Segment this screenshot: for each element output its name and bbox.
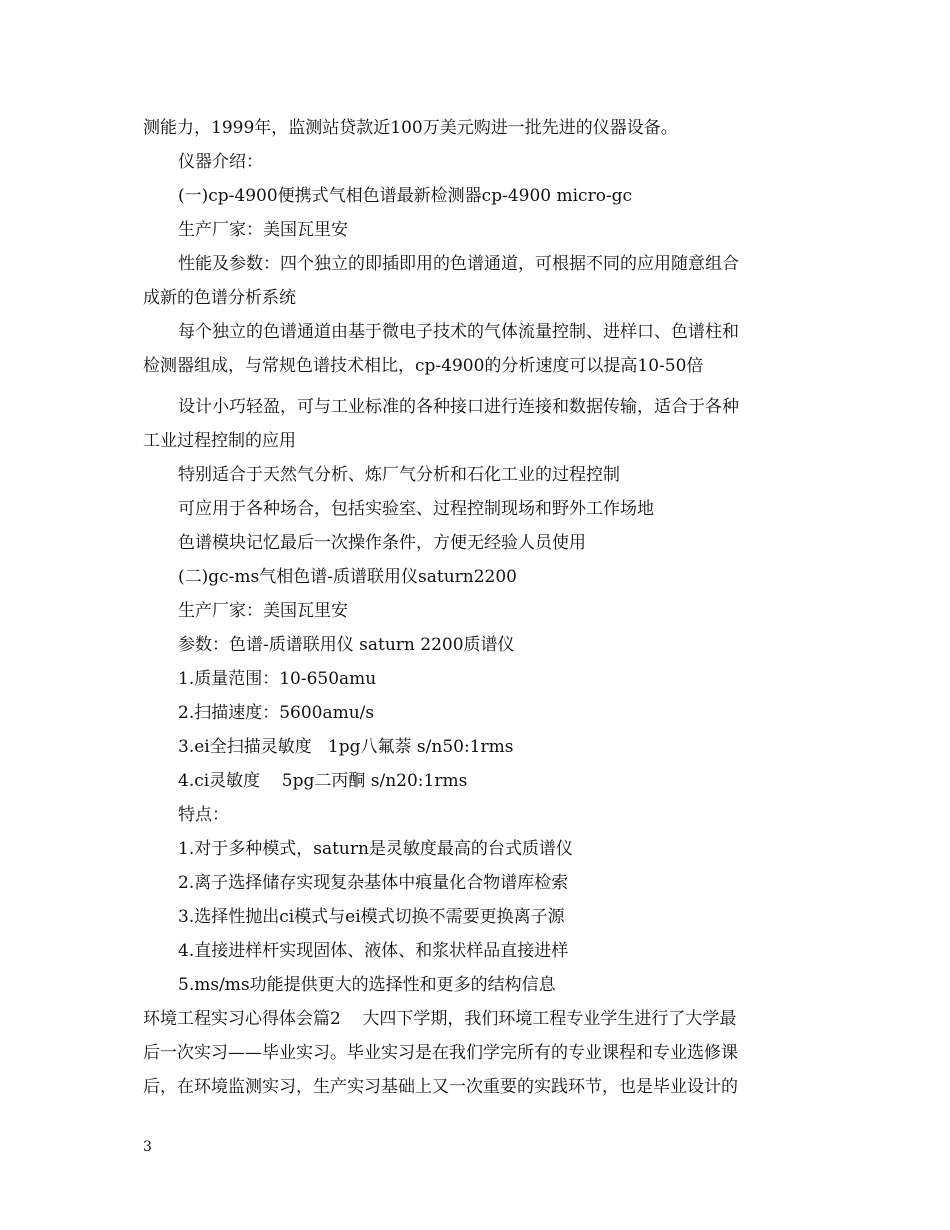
- text-line: 后一次实习——毕业实习。毕业实习是在我们学完所有的专业课程和专业选修课: [143, 1043, 738, 1063]
- text-line: 特点：: [178, 805, 229, 825]
- text-line: 2.扫描速度：5600amu/s: [178, 703, 375, 723]
- text-line: 环境工程实习心得体会篇2 大四下学期，我们环境工程专业学生进行了大学最: [143, 1009, 737, 1029]
- text-line: 工业过程控制的应用: [143, 431, 296, 451]
- text-line: 设计小巧轻盈，可与工业标准的各种接口进行连接和数据传输，适合于各种: [178, 397, 739, 417]
- text-line: 5.ms/ms功能提供更大的选择性和更多的结构信息: [178, 975, 556, 995]
- text-line: 4.ci灵敏度 5pg二丙酮 s/n20:1rms: [178, 771, 468, 791]
- text-line: 1.对于多种模式，saturn是灵敏度最高的台式质谱仪: [178, 839, 573, 859]
- text-line: 生产厂家：美国瓦里安: [178, 220, 348, 240]
- text-line: (二)gc-ms气相色谱-质谱联用仪saturn2200: [178, 567, 517, 587]
- text-line: 生产厂家：美国瓦里安: [178, 601, 348, 621]
- text-line: 3.ei全扫描灵敏度 1pg八氟萘 s/n50:1rms: [178, 737, 514, 757]
- page-number: 3: [143, 1139, 152, 1155]
- text-line: 参数：色谱-质谱联用仪 saturn 2200质谱仪: [178, 635, 515, 655]
- text-line: 成新的色谱分析系统: [143, 288, 296, 308]
- text-line: 4.直接进样杆实现固体、液体、和浆状样品直接进样: [178, 941, 569, 961]
- text-line: 3.选择性抛出ci模式与ei模式切换不需要更换离子源: [178, 907, 565, 927]
- text-line: 色谱模块记忆最后一次操作条件，方便无经验人员使用: [178, 533, 586, 553]
- text-line: 测能力，1999年，监测站贷款近100万美元购进一批先进的仪器设备。: [143, 118, 678, 138]
- text-line: 性能及参数：四个独立的即插即用的色谱通道，可根据不同的应用随意组合: [178, 254, 739, 274]
- text-line: 检测器组成，与常规色谱技术相比，cp-4900的分析速度可以提高10-50倍: [143, 356, 704, 376]
- text-line: 仪器介绍：: [178, 152, 263, 172]
- text-line: (一)cp-4900便携式气相色谱最新检测器cp-4900 micro-gc: [178, 186, 633, 206]
- text-line: 2.离子选择储存实现复杂基体中痕量化合物谱库检索: [178, 873, 569, 893]
- text-line: 后，在环境监测实习，生产实习基础上又一次重要的实践环节，也是毕业设计的: [143, 1077, 738, 1097]
- text-line: 每个独立的色谱通道由基于微电子技术的气体流量控制、进样口、色谱柱和: [178, 322, 739, 342]
- text-line: 可应用于各种场合，包括实验室、过程控制现场和野外工作场地: [178, 499, 654, 519]
- text-line: 特别适合于天然气分析、炼厂气分析和石化工业的过程控制: [178, 465, 620, 485]
- text-line: 1.质量范围：10-650amu: [178, 669, 377, 689]
